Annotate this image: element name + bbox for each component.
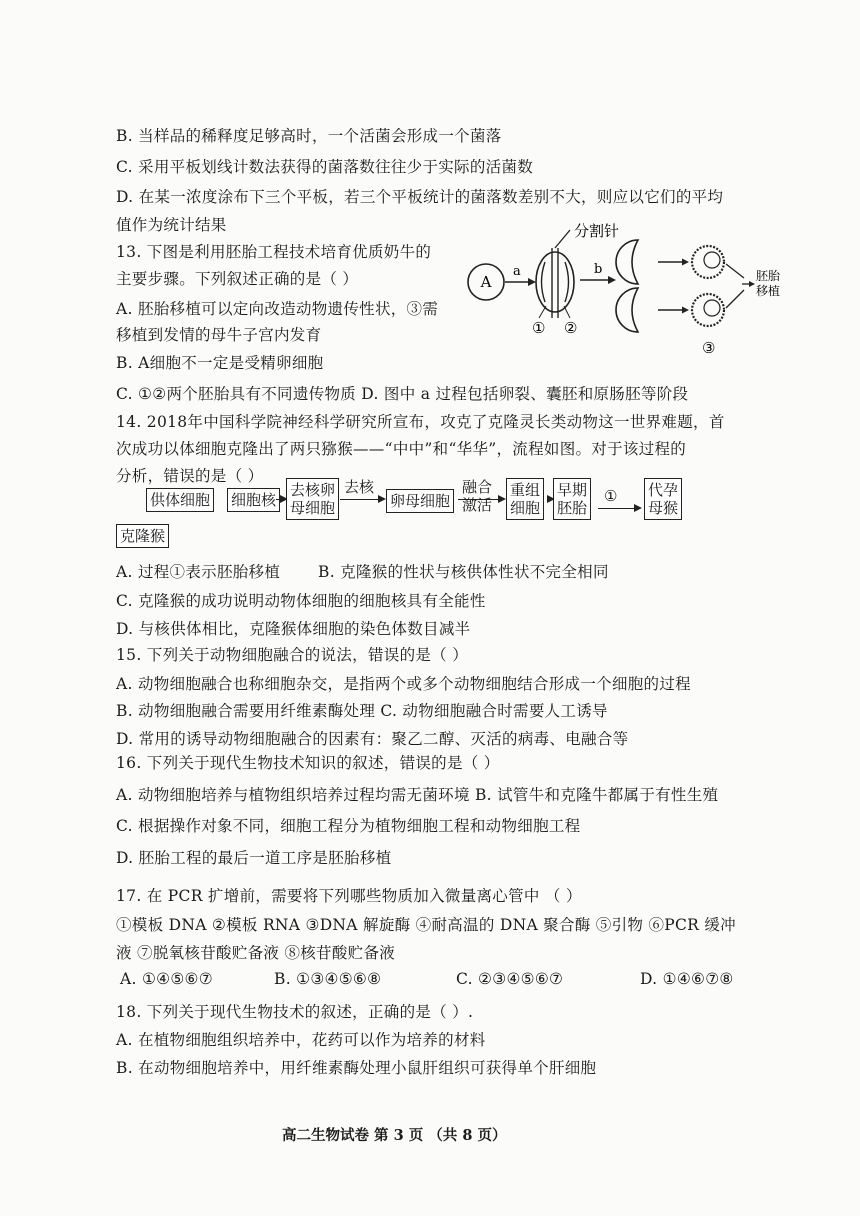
box-recombinant-line2: 细胞 bbox=[510, 499, 541, 517]
option-16d: D. 胚胎工程的最后一道工序是胚胎移植 bbox=[116, 849, 392, 867]
arrow-2 bbox=[340, 499, 384, 500]
option-12c: C. 采用平板划线计数法获得的菌落数往往少于实际的活菌数 bbox=[116, 158, 534, 176]
option-14c: C. 克隆猴的成功说明动物体细胞的细胞核具有全能性 bbox=[116, 592, 486, 610]
option-18a: A. 在植物细胞组织培养中，花药可以作为培养的材料 bbox=[116, 1031, 486, 1049]
transfer-label-1: 胚胎 bbox=[756, 269, 781, 283]
cell-a-label: A bbox=[480, 273, 492, 291]
question-13-stem-cont: 主要步骤。下列叙述正确的是（ ） bbox=[116, 270, 359, 288]
box-nucleus: 细胞核 bbox=[227, 488, 280, 512]
box-early-embryo-line2: 胚胎 bbox=[557, 499, 588, 517]
arrow-enucleate-label: 去核 bbox=[344, 478, 375, 496]
option-12b: B. 当样品的稀释度足够高时，一个活菌会形成一个菌落 bbox=[116, 127, 502, 145]
question-14-stem: 14. 2018年中国科学院神经科学研究所宣布，攻克了克隆灵长类动物这一世界难题，首 bbox=[116, 413, 725, 431]
option-17c: C. ②③④⑤⑥⑦ bbox=[456, 970, 564, 988]
box-cloned-monkey: 克隆猴 bbox=[116, 524, 169, 548]
question-14-stem-cont: 次成功以体细胞克隆出了两只猕猴——“中中”和“华华”，流程如图。对于该过程的 bbox=[116, 440, 687, 458]
label-2: ② bbox=[564, 319, 578, 337]
embryo-engineering-diagram bbox=[460, 222, 790, 360]
question-15-stem: 15. 下列关于动物细胞融合的说法，错误的是（ ） bbox=[116, 646, 469, 664]
box-oocyte: 卵母细胞 bbox=[386, 489, 454, 513]
option-16c: C. 根据操作对象不同，细胞工程分为植物细胞工程和动物细胞工程 bbox=[116, 817, 581, 835]
option-16ab: A. 动物细胞培养与植物组织培养过程均需无菌环境 B. 试管牛和克隆牛都属于有性生殖 bbox=[116, 786, 719, 804]
arrow-process-1-label: ① bbox=[604, 487, 618, 505]
label-1: ① bbox=[532, 319, 546, 337]
box-enucleated-oocyte bbox=[286, 478, 339, 520]
box-donor-cell: 供体细胞 bbox=[146, 488, 214, 512]
question-17-items: ①模板 DNA ②模板 RNA ③DNA 解旋酶 ④耐高温的 DNA 聚合酶 ⑤引物 ⑥PCR 缓冲 bbox=[116, 916, 736, 934]
fuse-label-line2: 激活 bbox=[462, 496, 493, 514]
option-14d: D. 与核供体相比，克隆猴体细胞的染色体数目减半 bbox=[116, 620, 471, 638]
option-15d: D. 常用的诱导动物细胞融合的因素有：聚乙二醇、灭活的病毒、电融合等 bbox=[116, 730, 629, 748]
label-3: ③ bbox=[702, 339, 716, 357]
option-17d: D. ①④⑥⑦⑧ bbox=[640, 970, 734, 988]
option-12d: D. 在某一浓度涂布下三个平板，若三个平板统计的菌落数差别不大，则应以它们的平均 bbox=[116, 188, 724, 206]
option-12d-cont: 值作为统计结果 bbox=[116, 216, 227, 234]
box-enucleated-oocyte-line1: 去核卵 bbox=[290, 481, 336, 499]
half-embryo-bottom bbox=[616, 288, 638, 332]
fuse-label bbox=[462, 478, 492, 514]
option-18b: B. 在动物细胞培养中，用纤维素酶处理小鼠肝组织可获得单个肝细胞 bbox=[116, 1059, 597, 1077]
transfer-label-2: 移植 bbox=[756, 284, 781, 298]
option-17b: B. ①③④⑤⑥⑧ bbox=[274, 970, 382, 988]
box-early-embryo-line1: 早期 bbox=[557, 481, 588, 499]
option-15bc: B. 动物细胞融合需要用纤维素酶处理 C. 动物细胞融合时需要人工诱导 bbox=[116, 702, 608, 720]
question-13-stem: 13. 下图是利用胚胎工程技术培育优质奶牛的 bbox=[116, 243, 432, 261]
box-recombinant-cell bbox=[506, 478, 544, 520]
arrow-a-label: a bbox=[513, 264, 521, 279]
half-embryo-top bbox=[616, 240, 638, 284]
box-enucleated-oocyte-line2: 母细胞 bbox=[290, 499, 336, 517]
option-14b: B. 克隆猴的性状与核供体性状不完全相同 bbox=[318, 563, 609, 581]
arrow-b-label: b bbox=[594, 262, 603, 277]
question-17-stem: 17. 在 PCR 扩增前，需要将下列哪些物质加入微量离心管中 （ ） bbox=[116, 887, 582, 905]
question-14-stem-end: 分析，错误的是（ ） bbox=[116, 467, 264, 485]
option-14a: A. 过程①表示胚胎移植 bbox=[116, 563, 281, 581]
arrow-1 bbox=[276, 499, 286, 500]
needle-label: 分割针 bbox=[574, 222, 620, 240]
arrow-3 bbox=[458, 499, 504, 500]
box-surrogate-line1: 代孕 bbox=[648, 481, 679, 499]
page-footer: 高二生物试卷 第 3 页 （共 8 页） bbox=[282, 1127, 507, 1144]
box-surrogate bbox=[644, 478, 682, 520]
option-13a-cont: 移植到发情的母牛子宫内发育 bbox=[116, 326, 322, 344]
option-13b: B. A细胞不一定是受精卵细胞 bbox=[116, 354, 324, 372]
question-17-items-cont: 液 ⑦脱氧核苷酸贮备液 ⑧核苷酸贮备液 bbox=[116, 944, 396, 962]
option-17a: A. ①④⑤⑥⑦ bbox=[120, 970, 213, 988]
question-16-stem: 16. 下列关于现代生物技术知识的叙述，错误的是（ ） bbox=[116, 754, 500, 772]
fuse-label-line1: 融合 bbox=[462, 478, 493, 496]
box-surrogate-line2: 母猴 bbox=[648, 499, 679, 517]
box-early-embryo bbox=[553, 478, 591, 520]
arrow-5 bbox=[598, 508, 640, 509]
option-13a: A. 胚胎移植可以定向改造动物遗传性状，③需 bbox=[116, 300, 439, 318]
question-18-stem: 18. 下列关于现代生物技术的叙述，正确的是（ ）. bbox=[116, 1003, 474, 1021]
box-recombinant-line1: 重组 bbox=[510, 481, 541, 499]
option-13cd: C. ①②两个胚胎具有不同遗传物质 D. 图中 a 过程包括卵裂、囊胚和原肠胚等阶段 bbox=[116, 385, 689, 403]
option-15a: A. 动物细胞融合也称细胞杂交，是指两个或多个动物细胞结合形成一个细胞的过程 bbox=[116, 675, 691, 693]
